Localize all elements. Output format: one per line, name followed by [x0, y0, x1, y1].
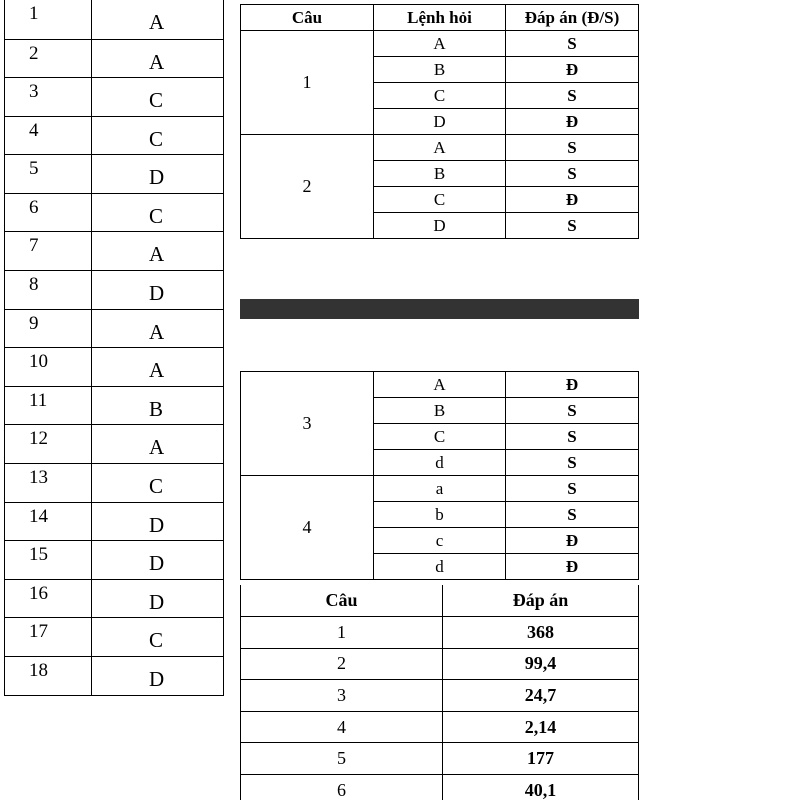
- statement-label: A: [374, 135, 506, 161]
- table-row: [5, 386, 224, 425]
- true-false-body-1: [241, 31, 639, 239]
- question-number: 4: [241, 476, 374, 580]
- true-false-answer: S: [506, 213, 639, 239]
- table-row: [241, 775, 639, 800]
- numeric-answer: 368: [443, 617, 639, 649]
- table-row: [5, 502, 224, 541]
- header-answer: Đáp án (Đ/S): [506, 5, 639, 31]
- question-number: 18: [5, 657, 92, 696]
- answer-choice: B: [92, 386, 224, 425]
- true-false-answer: Đ: [506, 372, 639, 398]
- true-false-answer: Đ: [506, 57, 639, 83]
- question-number: 16: [5, 579, 92, 618]
- answer-choice: D: [92, 502, 224, 541]
- header-statement: Lệnh hỏi: [374, 5, 506, 31]
- question-number: 8: [5, 271, 92, 310]
- statement-label: C: [374, 187, 506, 213]
- question-number: 5: [241, 743, 443, 775]
- answer-choice: C: [92, 193, 224, 232]
- short-answer-body: [241, 617, 639, 800]
- table-row: [241, 617, 639, 649]
- true-false-answer: S: [506, 424, 639, 450]
- table-header-row: [241, 5, 639, 31]
- true-false-table-1: [240, 4, 639, 239]
- table-row: [5, 579, 224, 618]
- question-number: 3: [241, 372, 374, 476]
- table-row: [5, 618, 224, 657]
- true-false-answer: S: [506, 31, 639, 57]
- question-number: 1: [241, 31, 374, 135]
- question-number: 6: [5, 193, 92, 232]
- table-row: [241, 743, 639, 775]
- true-false-answer: S: [506, 502, 639, 528]
- statement-label: B: [374, 398, 506, 424]
- table-row: [241, 135, 639, 161]
- statement-label: B: [374, 57, 506, 83]
- table-row: [5, 155, 224, 194]
- answer-choice: A: [92, 39, 224, 78]
- true-false-answer: S: [506, 398, 639, 424]
- question-number: 5: [5, 155, 92, 194]
- table-row: [241, 648, 639, 680]
- header-question: Câu: [241, 585, 443, 617]
- answer-choice: D: [92, 541, 224, 580]
- answer-choice: C: [92, 464, 224, 503]
- table-row: [5, 193, 224, 232]
- mcq-answer-body: [5, 0, 224, 695]
- statement-label: D: [374, 213, 506, 239]
- table-row: [241, 372, 639, 398]
- table-header-row: [241, 585, 639, 617]
- statement-label: C: [374, 83, 506, 109]
- table-row: [5, 657, 224, 696]
- true-false-body-2: [241, 372, 639, 580]
- statement-label: d: [374, 554, 506, 580]
- answer-choice: C: [92, 116, 224, 155]
- true-false-answer: Đ: [506, 528, 639, 554]
- answer-choice: D: [92, 657, 224, 696]
- table-row: [241, 680, 639, 712]
- short-answer-table: [240, 585, 639, 800]
- statement-label: C: [374, 424, 506, 450]
- table-row: [241, 711, 639, 743]
- true-false-answer: Đ: [506, 187, 639, 213]
- table-row: [5, 39, 224, 78]
- answer-choice: A: [92, 348, 224, 387]
- answer-choice: C: [92, 78, 224, 117]
- mcq-answer-table: [4, 0, 224, 696]
- question-number: 2: [5, 39, 92, 78]
- answer-choice: C: [92, 618, 224, 657]
- question-number: 13: [5, 464, 92, 503]
- statement-label: b: [374, 502, 506, 528]
- table-row: [5, 464, 224, 503]
- section-divider-bar: [240, 299, 639, 319]
- question-number: 15: [5, 541, 92, 580]
- question-number: 11: [5, 386, 92, 425]
- table-row: [5, 425, 224, 464]
- numeric-answer: 177: [443, 743, 639, 775]
- true-false-answer: S: [506, 450, 639, 476]
- question-number: 17: [5, 618, 92, 657]
- table-row: [241, 476, 639, 502]
- true-false-answer: S: [506, 135, 639, 161]
- numeric-answer: 2,14: [443, 711, 639, 743]
- statement-label: a: [374, 476, 506, 502]
- true-false-table-2: [240, 371, 639, 580]
- statement-label: d: [374, 450, 506, 476]
- question-number: 3: [5, 78, 92, 117]
- answer-choice: D: [92, 155, 224, 194]
- table-row: [5, 78, 224, 117]
- question-number: 7: [5, 232, 92, 271]
- numeric-answer: 99,4: [443, 648, 639, 680]
- table-row: [5, 541, 224, 580]
- table-row: [5, 0, 224, 39]
- question-number: 12: [5, 425, 92, 464]
- statement-label: A: [374, 372, 506, 398]
- answer-choice: A: [92, 309, 224, 348]
- question-number: 14: [5, 502, 92, 541]
- question-number: 2: [241, 135, 374, 239]
- answer-choice: A: [92, 425, 224, 464]
- numeric-answer: 24,7: [443, 680, 639, 712]
- question-number: 2: [241, 648, 443, 680]
- statement-label: c: [374, 528, 506, 554]
- question-number: 6: [241, 775, 443, 800]
- table-row: [5, 271, 224, 310]
- header-question: Câu: [241, 5, 374, 31]
- answer-choice: A: [92, 232, 224, 271]
- answer-choice: D: [92, 271, 224, 310]
- true-false-answer: Đ: [506, 109, 639, 135]
- question-number: 10: [5, 348, 92, 387]
- statement-label: B: [374, 161, 506, 187]
- table-row: [241, 31, 639, 57]
- true-false-answer: S: [506, 476, 639, 502]
- statement-label: A: [374, 31, 506, 57]
- table-row: [5, 116, 224, 155]
- table-row: [5, 232, 224, 271]
- statement-label: D: [374, 109, 506, 135]
- question-number: 4: [5, 116, 92, 155]
- answer-choice: D: [92, 579, 224, 618]
- table-row: [5, 348, 224, 387]
- header-answer: Đáp án: [443, 585, 639, 617]
- question-number: 9: [5, 309, 92, 348]
- question-number: 1: [5, 0, 92, 39]
- answer-choice: A: [92, 0, 224, 39]
- true-false-answer: S: [506, 83, 639, 109]
- true-false-answer: S: [506, 161, 639, 187]
- table-row: [5, 309, 224, 348]
- numeric-answer: 40,1: [443, 775, 639, 800]
- question-number: 1: [241, 617, 443, 649]
- true-false-answer: Đ: [506, 554, 639, 580]
- question-number: 3: [241, 680, 443, 712]
- question-number: 4: [241, 711, 443, 743]
